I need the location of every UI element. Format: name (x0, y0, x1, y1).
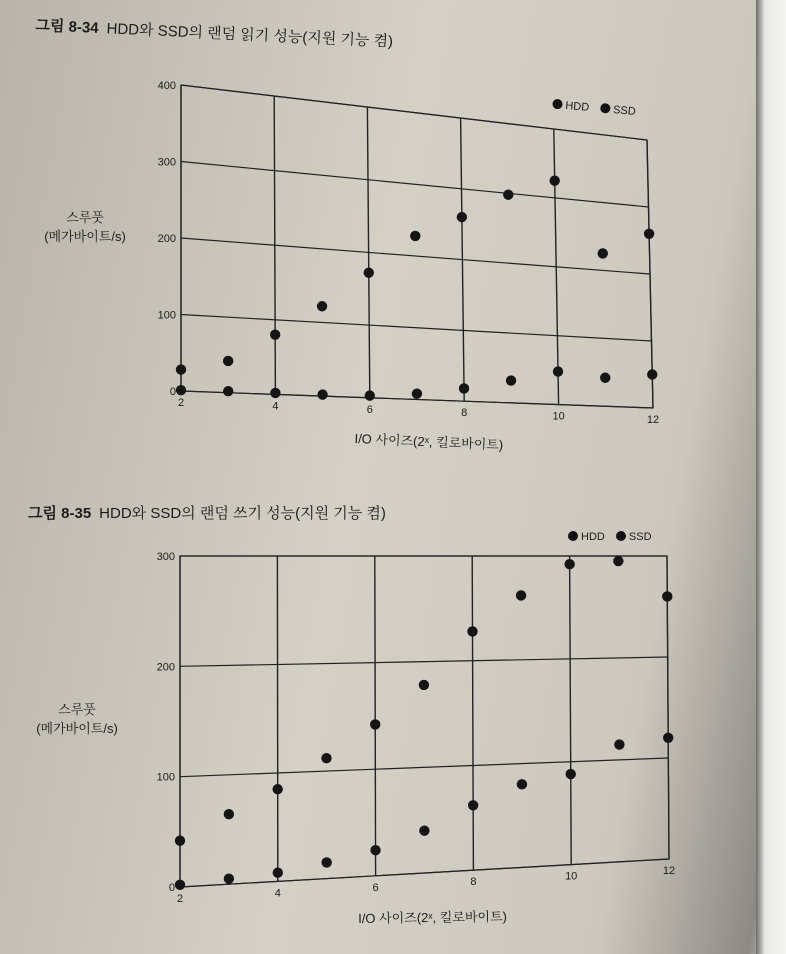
point-hdd-2-8 (566, 769, 576, 779)
point-hdd-2-3 (321, 857, 331, 867)
gridline-v-2-3 (472, 556, 473, 870)
gridline-h-2-2 (180, 657, 668, 666)
plot-frame-2 (180, 556, 669, 887)
x-tick-label-2-0: 2 (176, 893, 184, 905)
point-ssd-2-8 (564, 559, 574, 569)
legend-ssd-label-1: SSD (612, 104, 637, 118)
x-axis-label-1: I/O 사이즈(2ˣ, 킬로바이트) (354, 430, 504, 453)
x-tick-label-1-4: 10 (552, 410, 565, 423)
point-ssd-2-7 (516, 590, 526, 600)
point-ssd-2-6 (467, 626, 477, 636)
point-hdd-2-0 (175, 880, 185, 890)
y-tick-label-1-4: 400 (157, 80, 176, 92)
legend-ssd-label-2: SSD (628, 531, 652, 543)
y-axis-label-1-line2: (메가바이트/s) (44, 229, 126, 244)
x-tick-label-2-4: 10 (565, 870, 578, 883)
x-tick-label-2-2: 6 (372, 881, 379, 894)
y-tick-label-2-2: 200 (156, 661, 175, 674)
figure-caption-1: HDD와 SSD의 랜덤 읽기 성능(지원 기능 켬) (106, 20, 394, 51)
point-hdd-2-2 (273, 868, 283, 878)
point-hdd-2-5 (419, 826, 429, 836)
point-hdd-2-4 (370, 845, 380, 855)
x-tick-label-2-3: 8 (470, 876, 477, 889)
y-tick-label-1-1: 100 (157, 309, 176, 322)
y-tick-label-1-3: 300 (157, 156, 176, 169)
y-tick-label-2-1: 100 (156, 771, 175, 784)
figure-caption-2: HDD와 SSD의 랜덤 쓰기 성능(지원 기능 켬) (99, 505, 386, 522)
point-ssd-2-4 (370, 719, 380, 729)
point-ssd-2-3 (321, 753, 331, 763)
legend-hdd-label-2: HDD (581, 531, 605, 543)
x-tick-label-2-1: 4 (274, 887, 281, 900)
x-tick-label-1-5: 12 (646, 414, 660, 426)
point-ssd-2-2 (272, 784, 282, 794)
point-ssd-2-9 (613, 556, 623, 566)
point-hdd-2-6 (468, 800, 478, 810)
point-ssd-2-1 (224, 809, 234, 819)
x-tick-label-1-1: 4 (272, 400, 279, 413)
y-tick-label-1-0: 0 (169, 386, 176, 398)
x-tick-label-1-2: 6 (366, 403, 373, 416)
figure-number-1: 그림 8-34 (35, 16, 99, 37)
point-hdd-2-1 (224, 874, 234, 884)
y-tick-label-2-3: 300 (156, 551, 175, 563)
point-ssd-2-5 (419, 680, 429, 690)
gridline-v-2-4 (570, 556, 572, 865)
y-axis-label-2-line1: 스루풋 (58, 702, 96, 717)
x-tick-label-1-3: 8 (461, 407, 468, 420)
gridline-h-2-1 (180, 758, 668, 777)
y-tick-label-1-2: 200 (157, 233, 176, 245)
legend-hdd-label-1: HDD (564, 99, 590, 114)
figure-number-2: 그림 8-35 (28, 505, 92, 522)
point-ssd-2-10 (662, 591, 672, 601)
point-ssd-2-0 (175, 835, 185, 845)
point-hdd-2-10 (663, 733, 673, 743)
x-tick-label-2-5: 12 (662, 865, 676, 877)
y-tick-label-2-0: 0 (168, 882, 175, 894)
gridline-v-2-2 (375, 556, 376, 876)
point-hdd-2-9 (614, 739, 624, 749)
x-tick-label-1-0: 2 (177, 397, 185, 409)
x-axis-label-2: I/O 사이즈(2ˣ, 킬로바이트) (358, 908, 508, 926)
y-axis-label-2-line2: (메가바이트/s) (36, 721, 118, 736)
y-axis-label-1-line1: 스루풋 (66, 210, 104, 225)
point-hdd-2-7 (517, 779, 527, 789)
